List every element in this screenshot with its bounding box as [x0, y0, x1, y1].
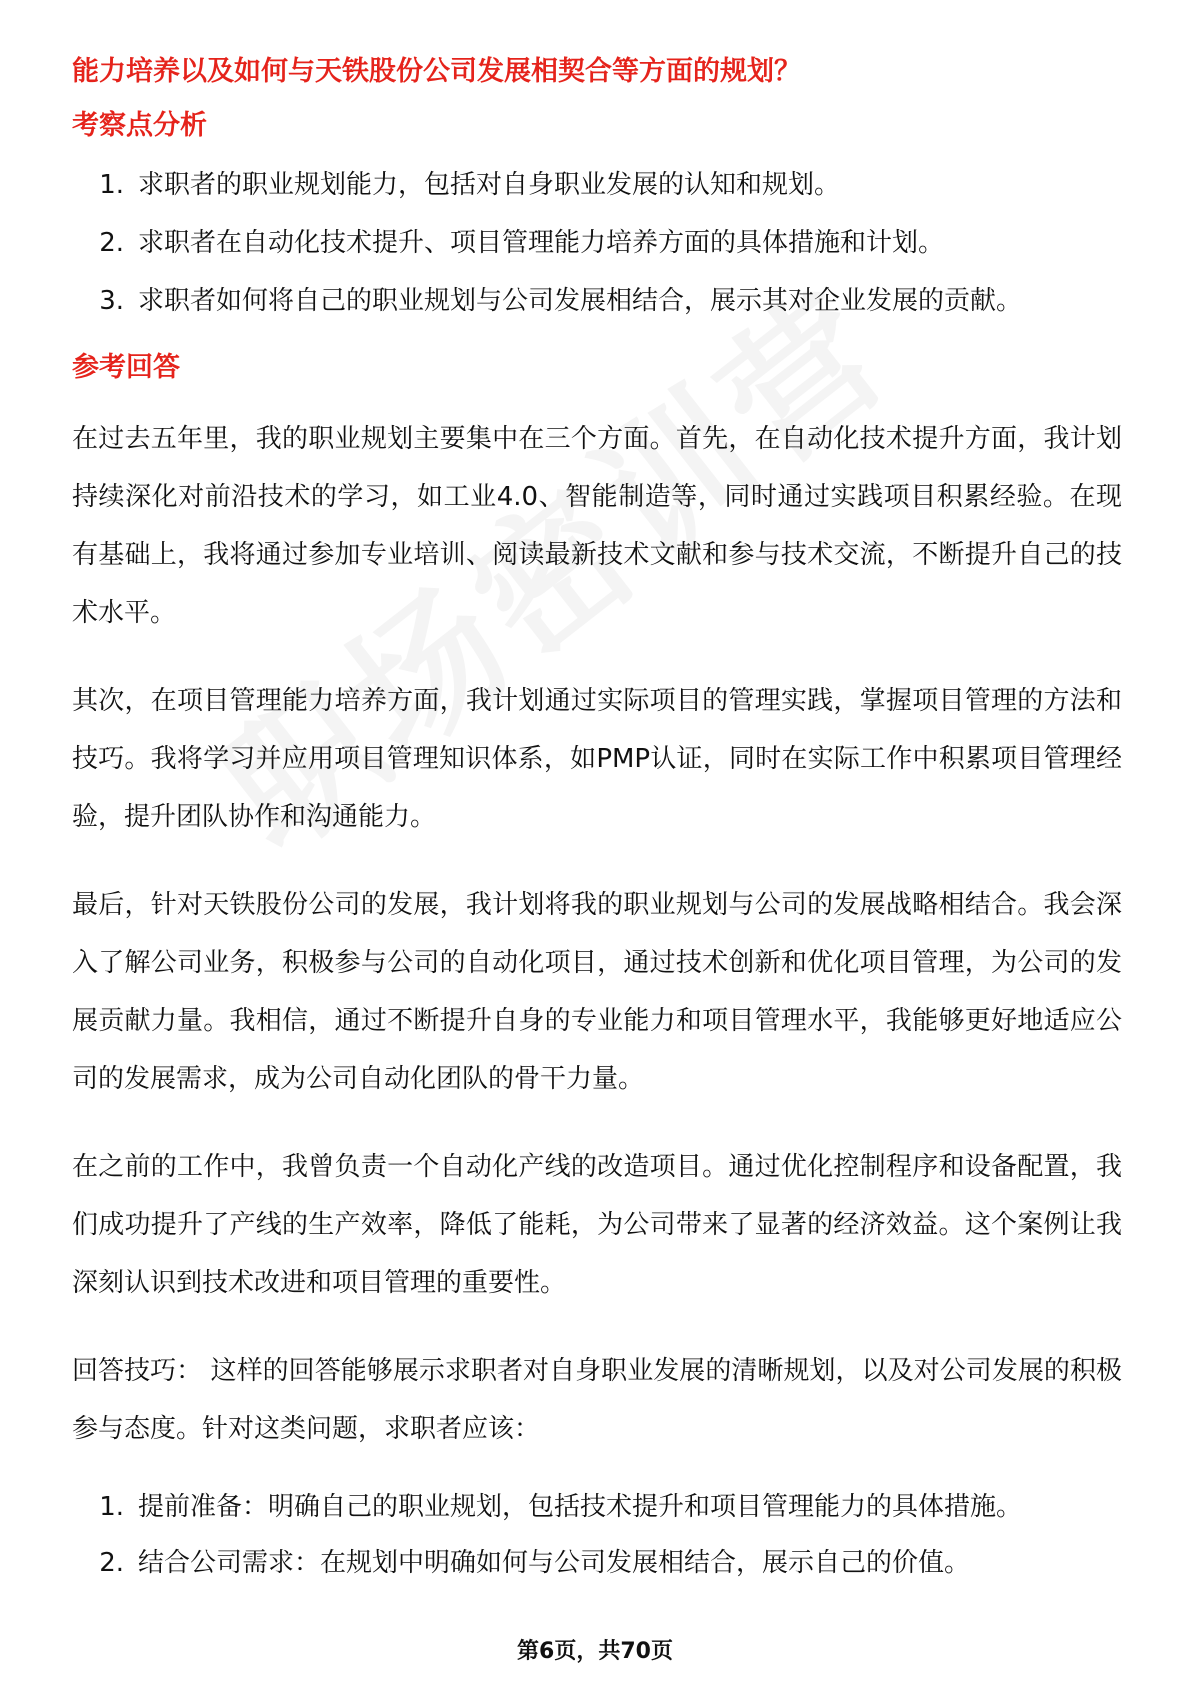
analysis-title: 考察点分析 [72, 110, 207, 141]
list-item-number: 3. [99, 286, 124, 316]
list-item-text: 求职者在自动化技术提升、项目管理能力培养方面的具体措施和计划。 [138, 228, 945, 258]
list-item [72, 1544, 1122, 1582]
tips-list [72, 1488, 1122, 1582]
answer-tips-intro: 回答技巧： 这样的回答能够展示求职者对自身职业发展的清晰规划，以及对公司发展的积极参与态度。针对这类问题，求职者应该： [72, 1356, 1122, 1444]
list-item [72, 166, 1122, 204]
list-item-number: 1. [99, 170, 124, 200]
list-item-number: 2. [99, 1548, 124, 1578]
list-item [72, 224, 1122, 262]
list-item-text: 结合公司需求：在规划中明确如何与公司发展相结合，展示自己的价值。 [138, 1548, 971, 1578]
list-item-text: 求职者的职业规划能力，包括对自身职业发展的认知和规划。 [138, 170, 841, 200]
list-item [72, 282, 1122, 320]
list-item [72, 1488, 1122, 1526]
list-item-text: 提前准备：明确自己的职业规划，包括技术提升和项目管理能力的具体措施。 [138, 1492, 1023, 1522]
answer-title: 参考回答 [72, 352, 180, 383]
list-item-text: 求职者如何将自己的职业规划与公司发展相结合，展示其对企业发展的贡献。 [138, 286, 1023, 316]
list-item-number: 1. [99, 1492, 124, 1522]
answer-paragraph: 最后，针对天铁股份公司的发展，我计划将我的职业规划与公司的发展战略相结合。我会深入了解公司业务，积极参与公司的自动化项目，通过技术创新和优化项目管理，为公司的发展贡献力量。我相信，通过不断提升自身的专业能力和项目管理水平，我能够更好地适应公司的发展需求，成为公司自动化团队的骨干力量。 [72, 890, 1122, 1094]
answer-paragraph: 在之前的工作中，我曾负责一个自动化产线的改造项目。通过优化控制程序和设备配置，我们成功提升了产线的生产效率，降低了能耗，为公司带来了显著的经济效益。这个案例让我深刻认识到技术改进和项目管理的重要性。 [72, 1152, 1122, 1298]
question-heading: 能力培养以及如何与天铁股份公司发展相契合等方面的规划？ [72, 56, 801, 87]
answer-paragraph: 在过去五年里，我的职业规划主要集中在三个方面。首先，在自动化技术提升方面，我计划持续深化对前沿技术的学习，如工业4.0、智能制造等，同时通过实践项目积累经验。在现有基础上，我将通过参加专业培训、阅读最新技术文献和参与技术交流，不断提升自己的技术水平。 [72, 424, 1122, 628]
list-item-number: 2. [99, 228, 124, 258]
page-number: 第6页，共70页 [517, 1639, 673, 1664]
analysis-list [72, 166, 1122, 320]
answer-paragraph: 其次，在项目管理能力培养方面，我计划通过实际项目的管理实践，掌握项目管理的方法和技巧。我将学习并应用项目管理知识体系，如PMP认证，同时在实际工作中积累项目管理经验，提升团队协作和沟通能力。 [72, 686, 1122, 832]
page-content [72, 52, 1122, 1600]
